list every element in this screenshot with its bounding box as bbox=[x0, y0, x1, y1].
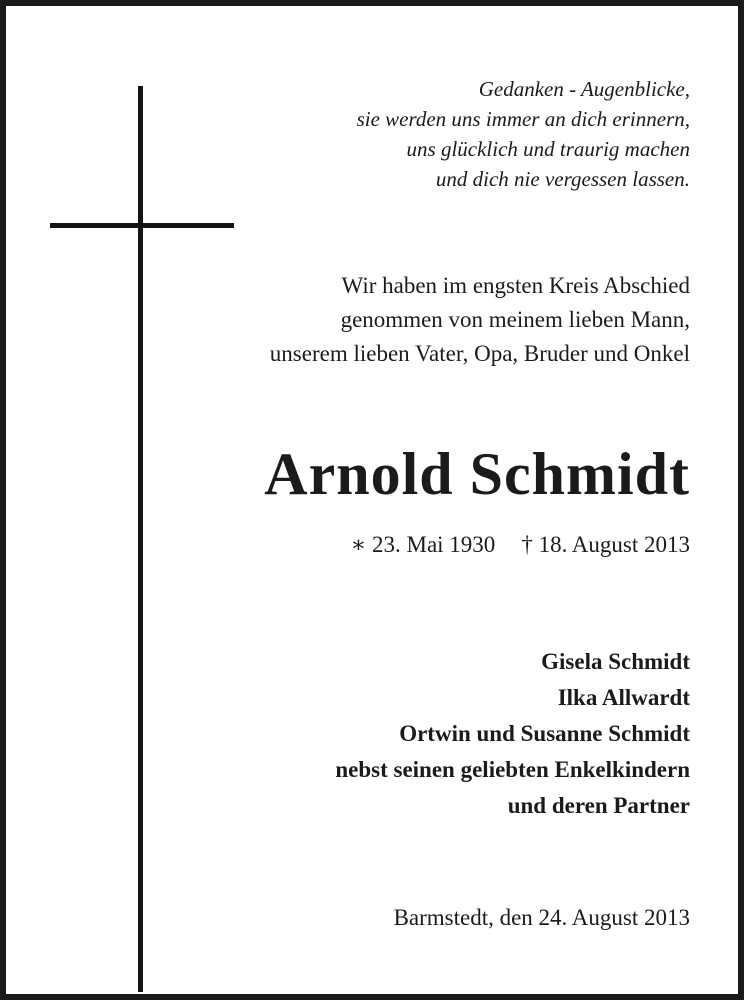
poem-line: Gedanken - Augenblicke, bbox=[478, 77, 690, 101]
mourner-line: nebst seinen geliebten Enkelkindern bbox=[335, 757, 690, 782]
death-date: † 18. August 2013 bbox=[521, 532, 690, 557]
poem-line: und dich nie vergessen lassen. bbox=[435, 167, 690, 191]
mourner-line: Ilka Allwardt bbox=[557, 685, 690, 710]
place-and-date: Barmstedt, den 24. August 2013 bbox=[393, 905, 690, 930]
mourner-line: Gisela Schmidt bbox=[541, 649, 690, 674]
cross-horizontal-bar bbox=[50, 223, 234, 228]
intro-line: genommen von meinem lieben Mann, bbox=[340, 307, 690, 332]
life-dates bbox=[351, 528, 690, 562]
poem-line: sie werden uns immer an dich erinnern, bbox=[356, 107, 690, 131]
birth-date: ∗ 23. Mai 1930 bbox=[350, 532, 496, 557]
intro-text bbox=[270, 269, 690, 371]
deceased-name: Arnold Schmidt bbox=[264, 441, 690, 507]
poem bbox=[357, 74, 690, 194]
intro-line: Wir haben im engsten Kreis Abschied bbox=[341, 273, 690, 298]
poem-line: uns glücklich und traurig machen bbox=[406, 137, 690, 161]
mourner-line: Ortwin und Susanne Schmidt bbox=[399, 721, 690, 746]
mourners-list bbox=[335, 644, 690, 824]
intro-line: unserem lieben Vater, Opa, Bruder und Onkel bbox=[269, 341, 690, 366]
cross-vertical-bar bbox=[138, 86, 143, 992]
mourner-line: und deren Partner bbox=[507, 793, 690, 818]
